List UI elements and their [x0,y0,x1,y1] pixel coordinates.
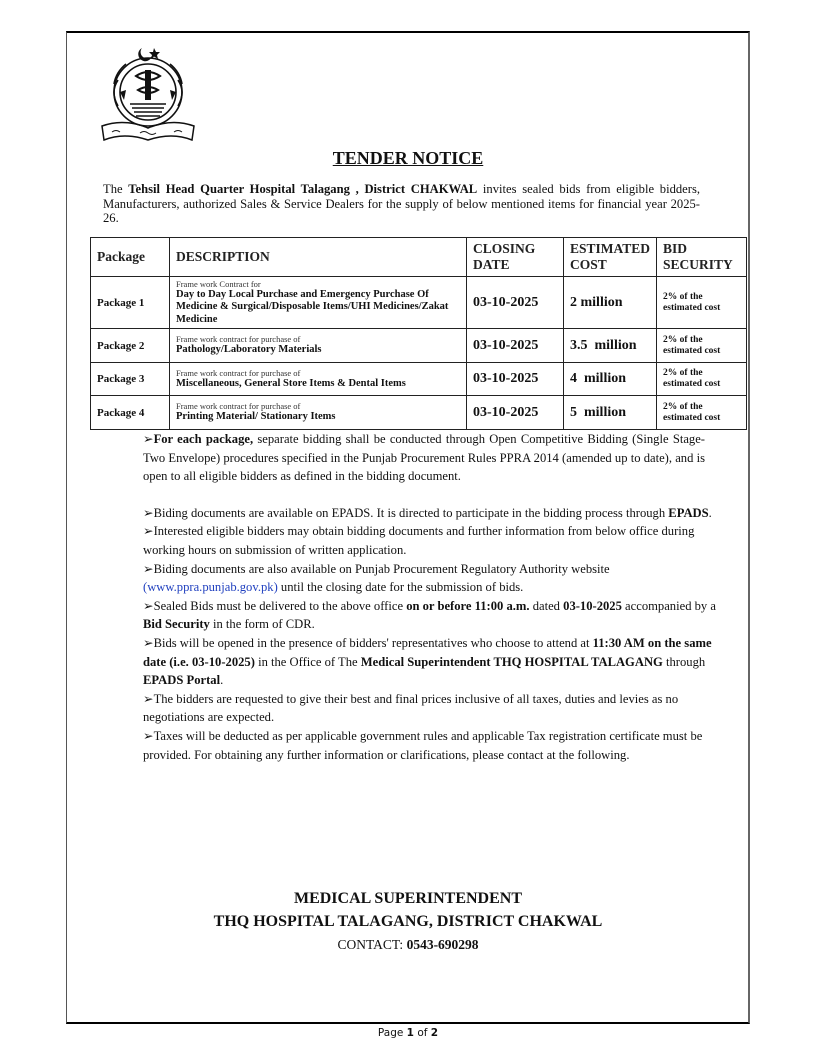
intro-paragraph: The Tehsil Head Quarter Hospital Talagang , District CHAKWAL invites sealed bids from eligible bidders, Manufacturers, authorized Sales & Service Dealers for the supply of below mentioned items for financial year 2025-26. [103,182,701,225]
bid-security: 2% of the estimated cost [657,329,747,363]
bullet-arrow-icon: ➢ [143,691,154,706]
government-emblem-logo [96,40,200,144]
condition-open-competitive-bidding: ➢For each package, separate bidding shall be conducted through Open Competitive Bidding (Single Stage-Two Envelope) procedures specified in the Punjab Procurement Rules PPRA 2014 (amended up to date), and is open to all eligible bidders as defined in the bidding document. [143,432,705,484]
condition-bid-delivery: ➢Sealed Bids must be delivered to the above office on or before 11:00 a.m. dated 03-10-2025 accompanied by a Bid Security in the form of CDR. [143,598,716,632]
closing-date: 03-10-2025 [467,363,564,396]
ppra-website-link[interactable]: (www.ppra.punjab.gov.pk) [143,580,278,595]
package-name: Package 4 [91,396,170,430]
estimated-cost: 5 million [564,396,657,430]
condition-taxes: ➢Taxes will be deducted as per applicable government rules and applicable Tax registration certificate must be provided. For obtaining any further information or clarifications, please contact at the following. [143,728,703,762]
condition-obtain-documents: ➢Interested eligible bidders may obtain bidding documents and further information from below office during working hours on submission of written application. [143,524,695,557]
bid-security: 2% of the estimated cost [657,277,747,329]
page-current: 1 [406,1027,414,1039]
table-row [91,396,747,430]
page-total: 2 [430,1027,439,1039]
header-package: Package [91,238,170,277]
package-description: Frame work contract for purchase of Pathology/Laboratory Materials [170,329,467,363]
bullet-arrow-icon: ➢ [143,561,154,576]
bullet-arrow-icon: ➢ [143,505,154,520]
header-closing-date: CLOSING DATE [467,238,564,277]
condition-ppra-website: ➢Biding documents are also available on Punjab Procurement Regulatory Authority website (www.ppra.punjab.gov.pk) until the closing date for the submission of bids. [143,561,610,595]
signature-office: THQ HOSPITAL TALAGANG, DISTRICT CHAKWAL [213,913,603,930]
package-description: Frame work contract for purchase of Miscellaneous, General Store Items & Dental Items [170,363,467,396]
tender-conditions [143,430,716,764]
estimated-cost: 3.5 million [564,329,657,363]
bullet-arrow-icon: ➢ [143,598,154,613]
header-description: DESCRIPTION [170,238,467,277]
table-row [91,277,747,329]
package-description: Frame work Contract for Day to Day Local Purchase and Emergency Purchase Of Medicine & Surgical/Disposable Items/UHI Medicines/Zakat Medicine [170,277,467,329]
estimated-cost: 4 million [564,363,657,396]
page-title: TENDER NOTICE [332,148,484,168]
table-row [91,329,747,363]
closing-date: 03-10-2025 [467,396,564,430]
condition-epads: ➢Biding documents are available on EPADS. It is directed to participate in the bidding process through EPADS. [143,505,712,520]
tender-packages-table [90,237,747,430]
header-estimated-cost: ESTIMATED COST [564,238,657,277]
organization-name: Tehsil Head Quarter Hospital Talagang , District CHAKWAL [128,182,478,196]
closing-date: 03-10-2025 [467,329,564,363]
condition-final-prices: ➢The bidders are requested to give their best and final prices inclusive of all taxes, duties and levies as no negotiations are expected. [143,691,679,725]
bullet-arrow-icon: ➢ [143,635,154,650]
estimated-cost: 2 million [564,277,657,329]
package-name: Package 2 [91,329,170,363]
package-name: Package 3 [91,363,170,396]
page-footer: Page 1 of 2 [377,1027,439,1039]
bid-security: 2% of the estimated cost [657,363,747,396]
bullet-arrow-icon: ➢ [143,432,154,446]
table-header-row [91,238,747,277]
package-name: Package 1 [91,277,170,329]
bullet-arrow-icon: ➢ [143,524,154,539]
table-row [91,363,747,396]
closing-date: 03-10-2025 [467,277,564,329]
header-bid-security: BID SECURITY [657,238,747,277]
package-description: Frame work contract for purchase of Printing Material/ Stationary Items [170,396,467,430]
condition-bid-opening: ➢Bids will be opened in the presence of bidders' representatives who choose to attend at 11:30 AM on the same date (i.e. 03-10-2025) in the Office of The Medical Superintendent THQ HOSPITAL TALAGANG through EPADS Portal. [143,635,712,688]
signature-title: MEDICAL SUPERINTENDENT [293,890,523,907]
signature-contact: CONTACT: 0543-690298 [337,937,479,952]
bid-security: 2% of the estimated cost [657,396,747,430]
bullet-arrow-icon: ➢ [143,728,154,743]
contact-number: 0543-690298 [406,937,479,952]
